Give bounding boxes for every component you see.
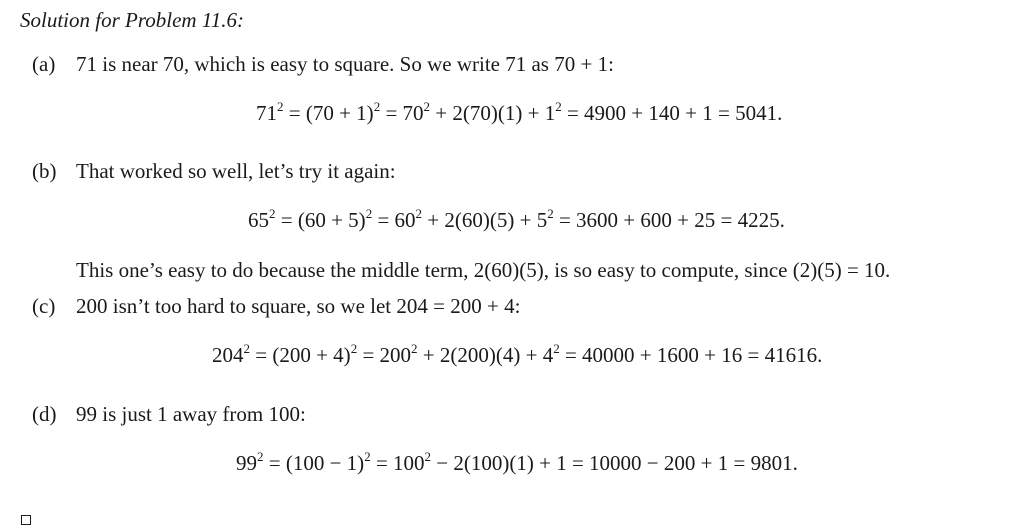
part-b-equation: $65^2 = (60 + 5)^2 = 60^2 + 2(60)(5) + 5^2 = 3600 + 600 + 25 = 4225$. [248, 206, 785, 232]
end-of-proof-square-icon [21, 515, 31, 525]
part-b-label: (b) [32, 159, 57, 183]
part-a-equation: $71^2 = (70 + 1)^2 = 70^2 + 2(70)(1) + 1^2 = 4900 + 140 + 1 = 5041$. [256, 99, 783, 125]
part-c-equation: $204^2 = (200 + 4)^2 = 200^2 + 2(200)(4) + 4^2 = 40000 + 1600 + 16 = 41616$. [212, 341, 823, 367]
part-d-label: (d) [32, 402, 57, 426]
part-d-equation: $99^2 = (100 - 1)^2 = 100^2 - 2(100)(1) + 1 = 10000 - 200 + 1 = 9801$. [236, 449, 798, 475]
part-a-text: 71 is near 70, which is easy to square. So we write 71 as 70 + 1: [76, 52, 614, 76]
part-c-text: 200 isn’t too hard to square, so we let 204 = 200 + 4: [76, 294, 521, 318]
solution-title: Solution for Problem 11.6: [20, 8, 244, 32]
part-c-label: (c) [32, 294, 56, 318]
part-a-label: (a) [32, 52, 56, 76]
part-d-text: 99 is just 1 away from 100: [76, 402, 306, 426]
part-b-note: This one’s easy to do because the middle term, 2(60)(5), is so easy to compute, since (2)(5) = 10. [76, 258, 891, 282]
part-b-text: That worked so well, let’s try it again: [76, 159, 396, 183]
